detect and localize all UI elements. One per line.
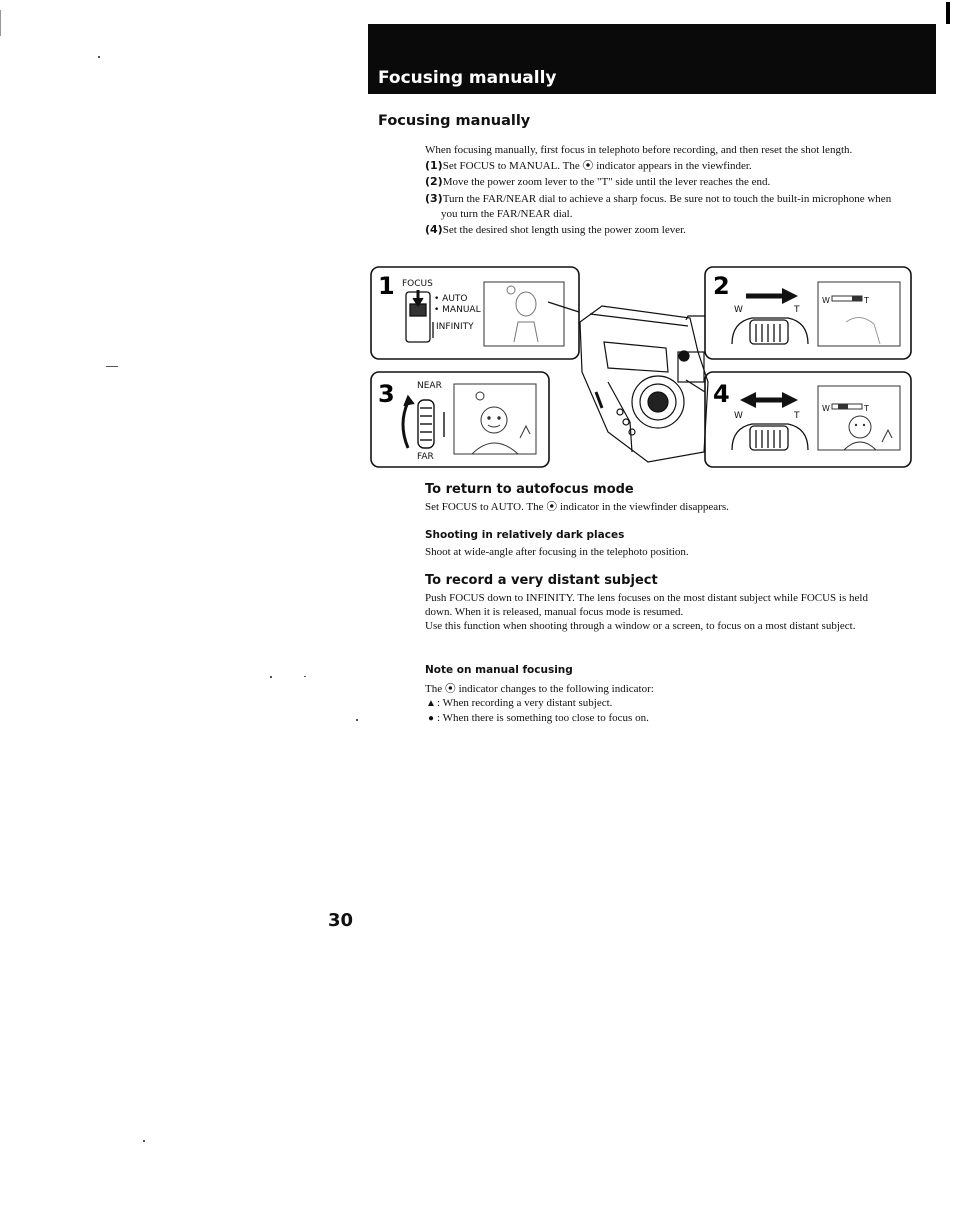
panel-1-number: 1 [378,272,395,300]
step-text: Set FOCUS to MANUAL. The ⦿ indicator appears in the viewfinder. [442,160,752,173]
mountain-indicator-icon: ▲ [426,698,436,709]
viewfinder-w: W [822,296,830,305]
step-number: (2) [425,175,443,189]
tele-label: T [794,305,800,315]
return-autofocus-heading: To return to autofocus mode [425,482,634,497]
dark-places-heading: Shooting in relatively dark places [425,529,625,541]
scan-edge-mark [0,10,1,36]
wide-label: W [734,305,743,315]
viewfinder-icon [818,282,900,346]
focusing-illustration [368,262,914,472]
step-text: Turn the FAR/NEAR dial to achieve a sharp focus. Be sure not to touch the built-in microphone when you turn the FAR/NEAR dial. [441,192,892,220]
viewfinder-w: W [822,404,830,413]
distant-subject-heading: To record a very distant subject [425,573,658,588]
distant-subject-para-2: Use this function when shooting through a window or a screen, to focus on a most distant subject. [425,620,856,632]
dark-places-text: Shoot at wide-angle after focusing in the telephoto position. [425,546,689,558]
step-1 [425,158,905,174]
person-indicator-icon: ● [427,713,435,724]
zoom-lever-icon [732,424,808,450]
near-label: NEAR [417,381,442,391]
scan-speck [106,366,118,367]
viewfinder-icon [818,386,900,450]
manual-label: • MANUAL [434,305,481,315]
arrow-right-icon [746,288,798,304]
viewfinder-icon [454,384,536,454]
step-number: (3) [425,191,443,205]
distant-subject-text [425,591,895,633]
note-intro: The ⦿ indicator changes to the following indicator: [425,683,654,695]
note-near [425,711,895,726]
return-autofocus-text: Set FOCUS to AUTO. The ⦿ indicator in the viewfinder disappears. [425,501,729,513]
panel-3-number: 3 [378,380,395,408]
infinity-label: INFINITY [436,322,474,332]
viewfinder-t: T [864,296,869,305]
step-2 [425,174,905,190]
note-far-text: : When recording a very distant subject. [437,697,613,709]
step-text: Set the desired shot length using the power zoom lever. [442,224,686,237]
page-edge-tab [946,2,950,24]
scan-speck [143,1140,145,1142]
step-number: (1) [425,159,443,173]
instructions [425,143,905,238]
note-far [425,696,895,711]
note-text [425,682,895,726]
scan-speck [270,676,272,678]
auto-label: • AUTO [434,294,468,304]
header-title: Focusing manually [378,68,557,88]
panel-2-number: 2 [713,272,730,300]
tele-label: T [794,411,800,421]
step-text: Move the power zoom lever to the "T" side until the lever reaches the end. [442,176,771,189]
viewfinder-t: T [864,404,869,413]
scan-speck [98,56,100,58]
note-heading: Note on manual focusing [425,664,573,676]
double-arrow-icon [740,392,798,408]
header-bar [368,24,936,94]
intro-text: When focusing manually, first focus in telephoto before recording, and then reset the shot length. [425,144,853,156]
step-3 [425,191,905,222]
step-number: (4) [425,223,443,237]
distant-subject-para-1: Push FOCUS down to INFINITY. The lens focuses on the most distant subject while FOCUS is held down. When it is released, manual focus mode is resumed. [425,592,868,618]
scan-speck [304,676,306,677]
focus-label: FOCUS [402,279,433,289]
panel-4-number: 4 [713,380,730,408]
step-4 [425,222,905,238]
focus-switch-icon [406,290,433,342]
viewfinder-icon [484,282,564,346]
section-title: Focusing manually [378,113,531,129]
wide-label: W [734,411,743,421]
zoom-lever-icon [732,318,808,344]
focus-dial-icon [403,396,444,448]
camcorder-icon [548,302,708,462]
far-label: FAR [417,452,434,462]
note-near-text: : When there is something too close to focus on. [437,712,649,724]
page-number: 30 [328,910,354,931]
scan-speck [356,719,358,721]
panel-3-frame [371,372,549,467]
